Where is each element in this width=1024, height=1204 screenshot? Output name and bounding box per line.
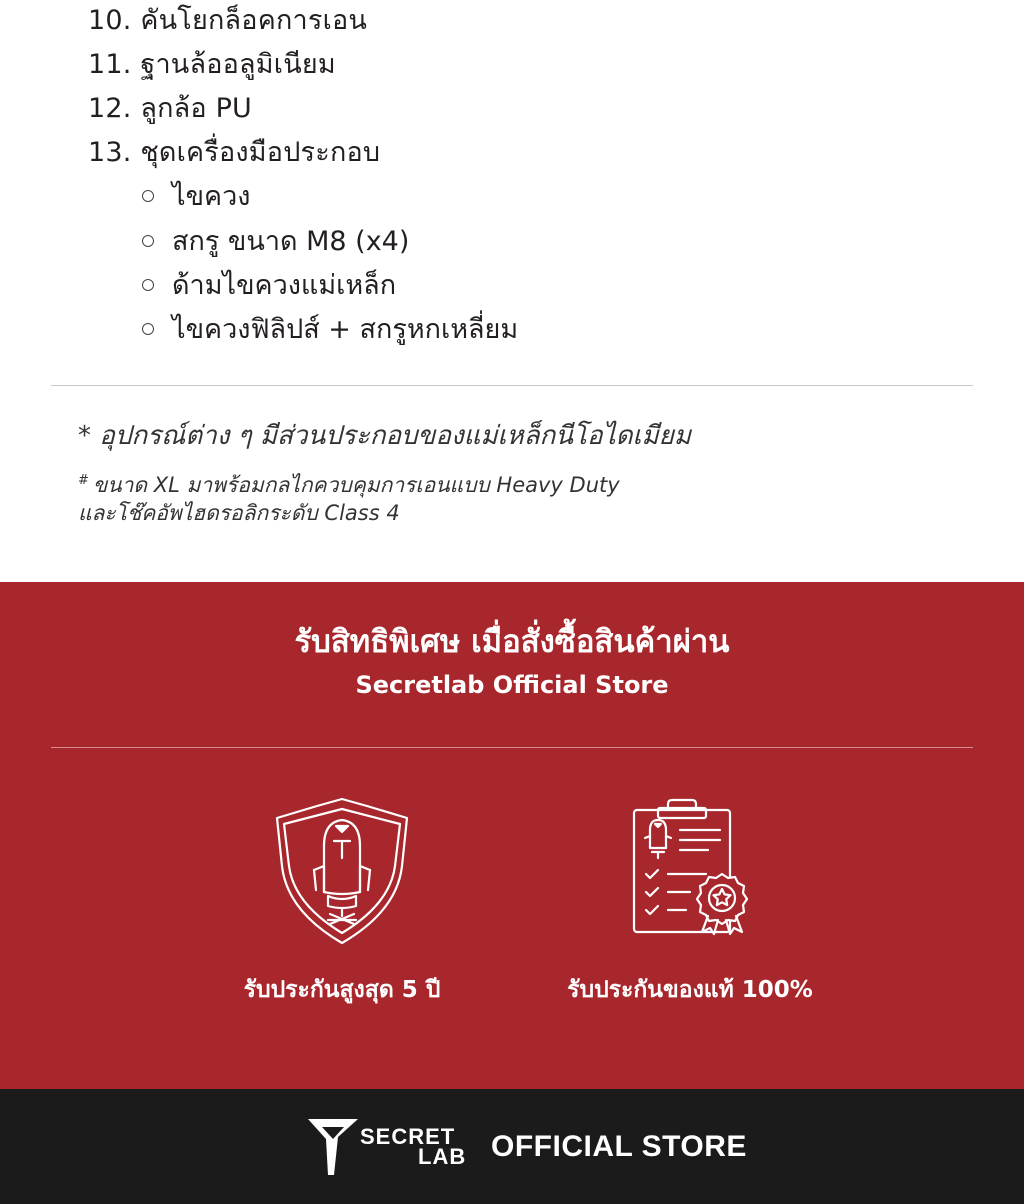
clipboard-certificate-icon — [628, 796, 752, 936]
tool-kit-label: ไขควง — [172, 181, 251, 212]
xl-note — [78, 466, 620, 500]
list-item — [88, 91, 252, 127]
footer-bar — [0, 1089, 1024, 1204]
tool-kit-item — [142, 224, 409, 260]
circle-bullet-icon — [142, 279, 154, 291]
item-number: 12. — [88, 93, 132, 124]
circle-bullet-icon — [142, 235, 154, 247]
secretlab-logo-icon[interactable] — [308, 1119, 358, 1175]
section-divider — [51, 385, 973, 386]
magnet-note: * อุปกรณ์ต่าง ๆ มีส่วนประกอบของแม่เหล็กนีโอไดเมียม — [78, 421, 691, 451]
tool-kit-label: ด้ามไขควงแม่เหล็ก — [172, 270, 397, 301]
wordmark-line1: SECRET — [360, 1124, 456, 1149]
item-number: 13. — [88, 137, 132, 168]
xl-note-line2: และโช๊คอัพไฮดรอลิกระดับ Class 4 — [78, 501, 400, 525]
list-item — [88, 47, 336, 83]
secretlab-wordmark[interactable] — [360, 1124, 467, 1169]
item-text: ฐานล้ออลูมิเนียม — [140, 49, 336, 80]
item-number: 10. — [88, 5, 132, 36]
wordmark-line2: LAB — [418, 1144, 467, 1169]
circle-bullet-icon — [142, 323, 154, 335]
promo-divider — [51, 747, 973, 748]
warranty-label: รับประกันสูงสุด 5 ปี — [243, 977, 441, 1003]
item-text: ลูกล้อ PU — [140, 93, 253, 124]
tool-kit-label: สกรู ขนาด M8 (x4) — [172, 226, 410, 257]
note-mark: # — [78, 473, 89, 488]
tool-kit-item — [142, 268, 396, 304]
item-text: ชุดเครื่องมือประกอบ — [140, 137, 381, 168]
promo-subtitle: Secretlab Official Store — [355, 671, 669, 699]
list-item — [88, 135, 380, 171]
tool-kit-item — [142, 179, 250, 215]
circle-bullet-icon — [142, 190, 154, 202]
list-item — [88, 3, 367, 39]
xl-note-line1: ขนาด XL มาพร้อมกลไกควบคุมการเอนแบบ Heavy Duty — [92, 473, 620, 497]
shield-chair-icon — [272, 796, 412, 946]
tool-kit-label: ไขควงฟิลิปส์ + สกรูหกเหลี่ยม — [172, 314, 519, 345]
item-text: คันโยกล็อคการเอน — [140, 5, 368, 36]
official-store-label: OFFICIAL STORE — [491, 1130, 747, 1163]
parts-list — [0, 0, 1024, 386]
promo-section — [0, 582, 1024, 1089]
tool-kit-item — [142, 312, 518, 348]
item-number: 11. — [88, 49, 132, 80]
promo-title: รับสิทธิพิเศษ เมื่อสั่งซื้อสินค้าผ่าน — [294, 624, 730, 660]
authentic-label: รับประกันของแท้ 100% — [567, 977, 813, 1003]
